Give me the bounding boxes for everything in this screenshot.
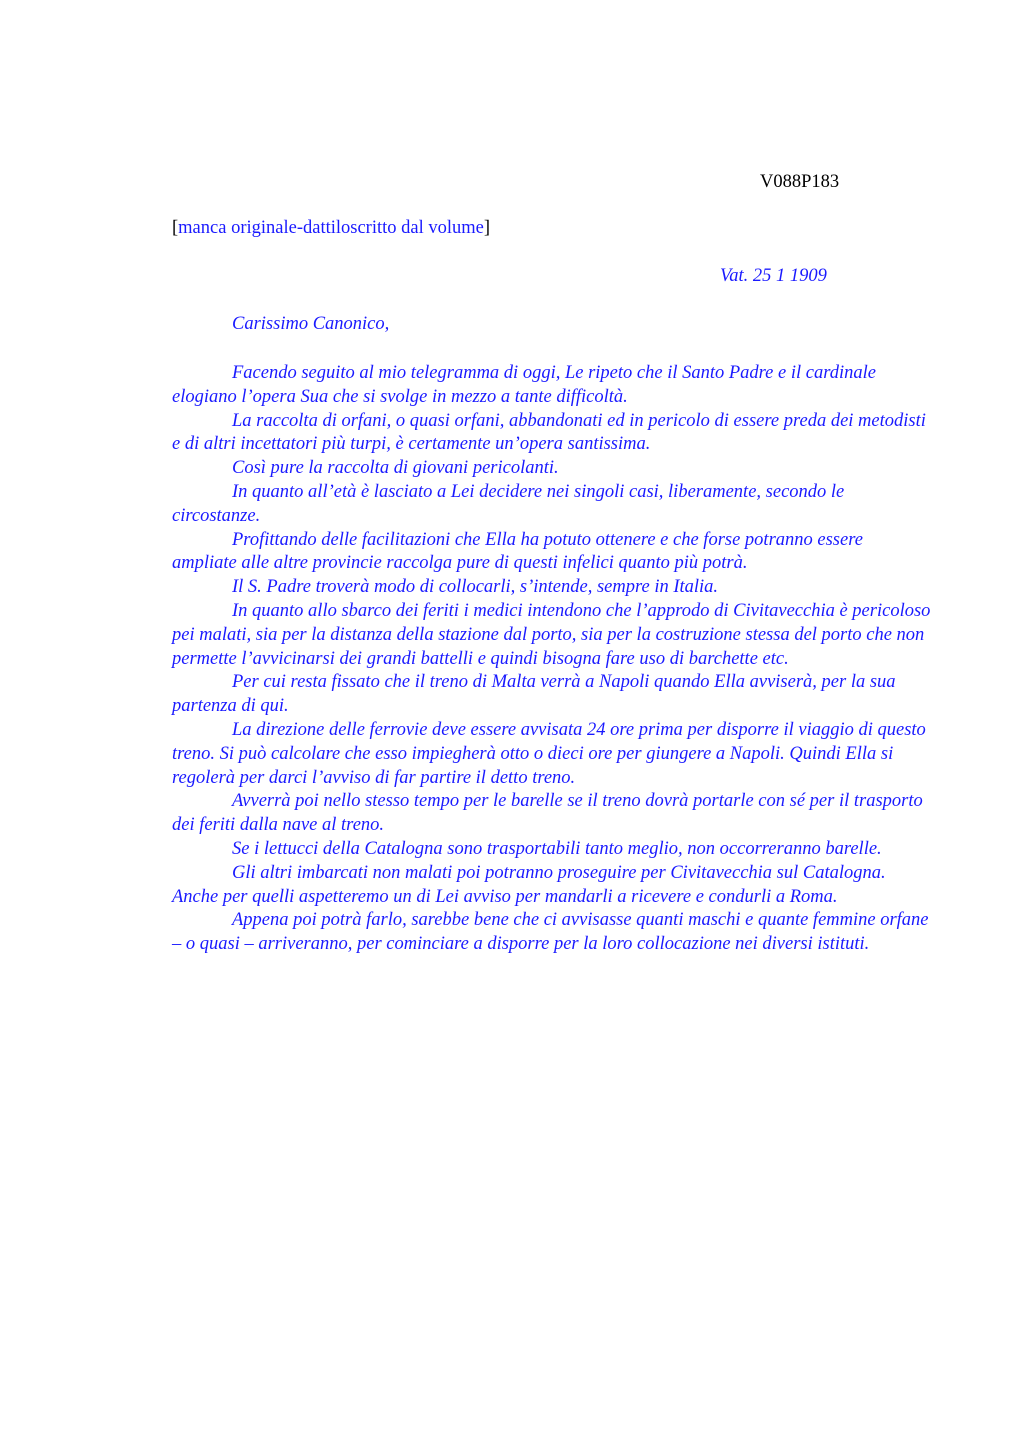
paragraph: Appena poi potrà farlo, sarebbe bene che ci avvisasse quanti maschi e quante femmine orfane – o quasi – arriveranno, per cominciare a disporre per la loro collocazione nei diversi istituti. xyxy=(172,910,929,955)
paragraph: In quanto allo sbarco dei feriti i medici intendono che l’approdo di Civitavecchia è pericoloso pei malati, sia per la distanza della stazione dal porto, sia per la costruzione stessa del porto che non permette l’avvicinarsi dei grandi battelli e quindi bisogna fare uso di barchette etc. xyxy=(172,600,931,669)
letter-date: Vat. 25 1 1909 xyxy=(720,266,827,286)
salutation: Carissimo Canonico, xyxy=(232,314,390,334)
paragraph: Se i lettucci della Catalogna sono trasportabili tanto meglio, non occorreranno barelle. xyxy=(232,838,882,859)
paragraph: Per cui resta fissato che il treno di Malta verrà a Napoli quando Ella avviserà, per la sua partenza di qui. xyxy=(172,672,896,717)
source-note-text: manca originale-dattiloscritto dal volume xyxy=(178,218,484,238)
paragraph: Profittando delle facilitazioni che Ella ha potuto ottenere e che forse potranno essere ampliate alle altre provincie raccolga pure di questi infelici quanto più potrà. xyxy=(172,529,863,574)
paragraph: Avverrà poi nello stesso tempo per le barelle se il treno dovrà portarle con sé per il trasporto dei feriti dalla nave al treno. xyxy=(172,791,923,836)
source-note-close-bracket: ] xyxy=(483,218,491,238)
letter-body xyxy=(172,362,932,957)
paragraph: La direzione delle ferrovie deve essere avvisata 24 ore prima per disporre il viaggio di questo treno. Si può calcolare che esso impiegherà otto o dieci ore per giungere a Napoli. Quindi Ella si regolerà per darci l’avviso di far partire il detto treno. xyxy=(172,719,926,788)
paragraph: Così pure la raccolta di giovani pericolanti. xyxy=(232,458,559,479)
paragraph: Facendo seguito al mio telegramma di oggi, Le ripeto che il Santo Padre e il cardinale elogiano l’opera Sua che si svolge in mezzo a tante difficoltà. xyxy=(172,363,876,407)
source-note xyxy=(172,218,490,239)
reference-code: V088P183 xyxy=(760,172,840,192)
paragraph: Il S. Padre troverà modo di collocarli, s’intende, sempre in Italia. xyxy=(232,577,719,598)
paragraph: Gli altri imbarcati non malati poi potranno proseguire per Civitavecchia sul Catalogna. Anche per quelli aspetteremo un di Lei avviso per mandarli a ricevere e condurli a Roma. xyxy=(172,862,886,907)
paragraph: La raccolta di orfani, o quasi orfani, abbandonati ed in pericolo di essere preda dei metodisti e di altri incettatori più turpi, è certamente un’opera santissima. xyxy=(172,410,926,455)
source-note-open-bracket: [ xyxy=(172,218,179,238)
paragraph: In quanto all’età è lasciato a Lei decidere nei singoli casi, liberamente, secondo le circostanze. xyxy=(172,481,845,526)
